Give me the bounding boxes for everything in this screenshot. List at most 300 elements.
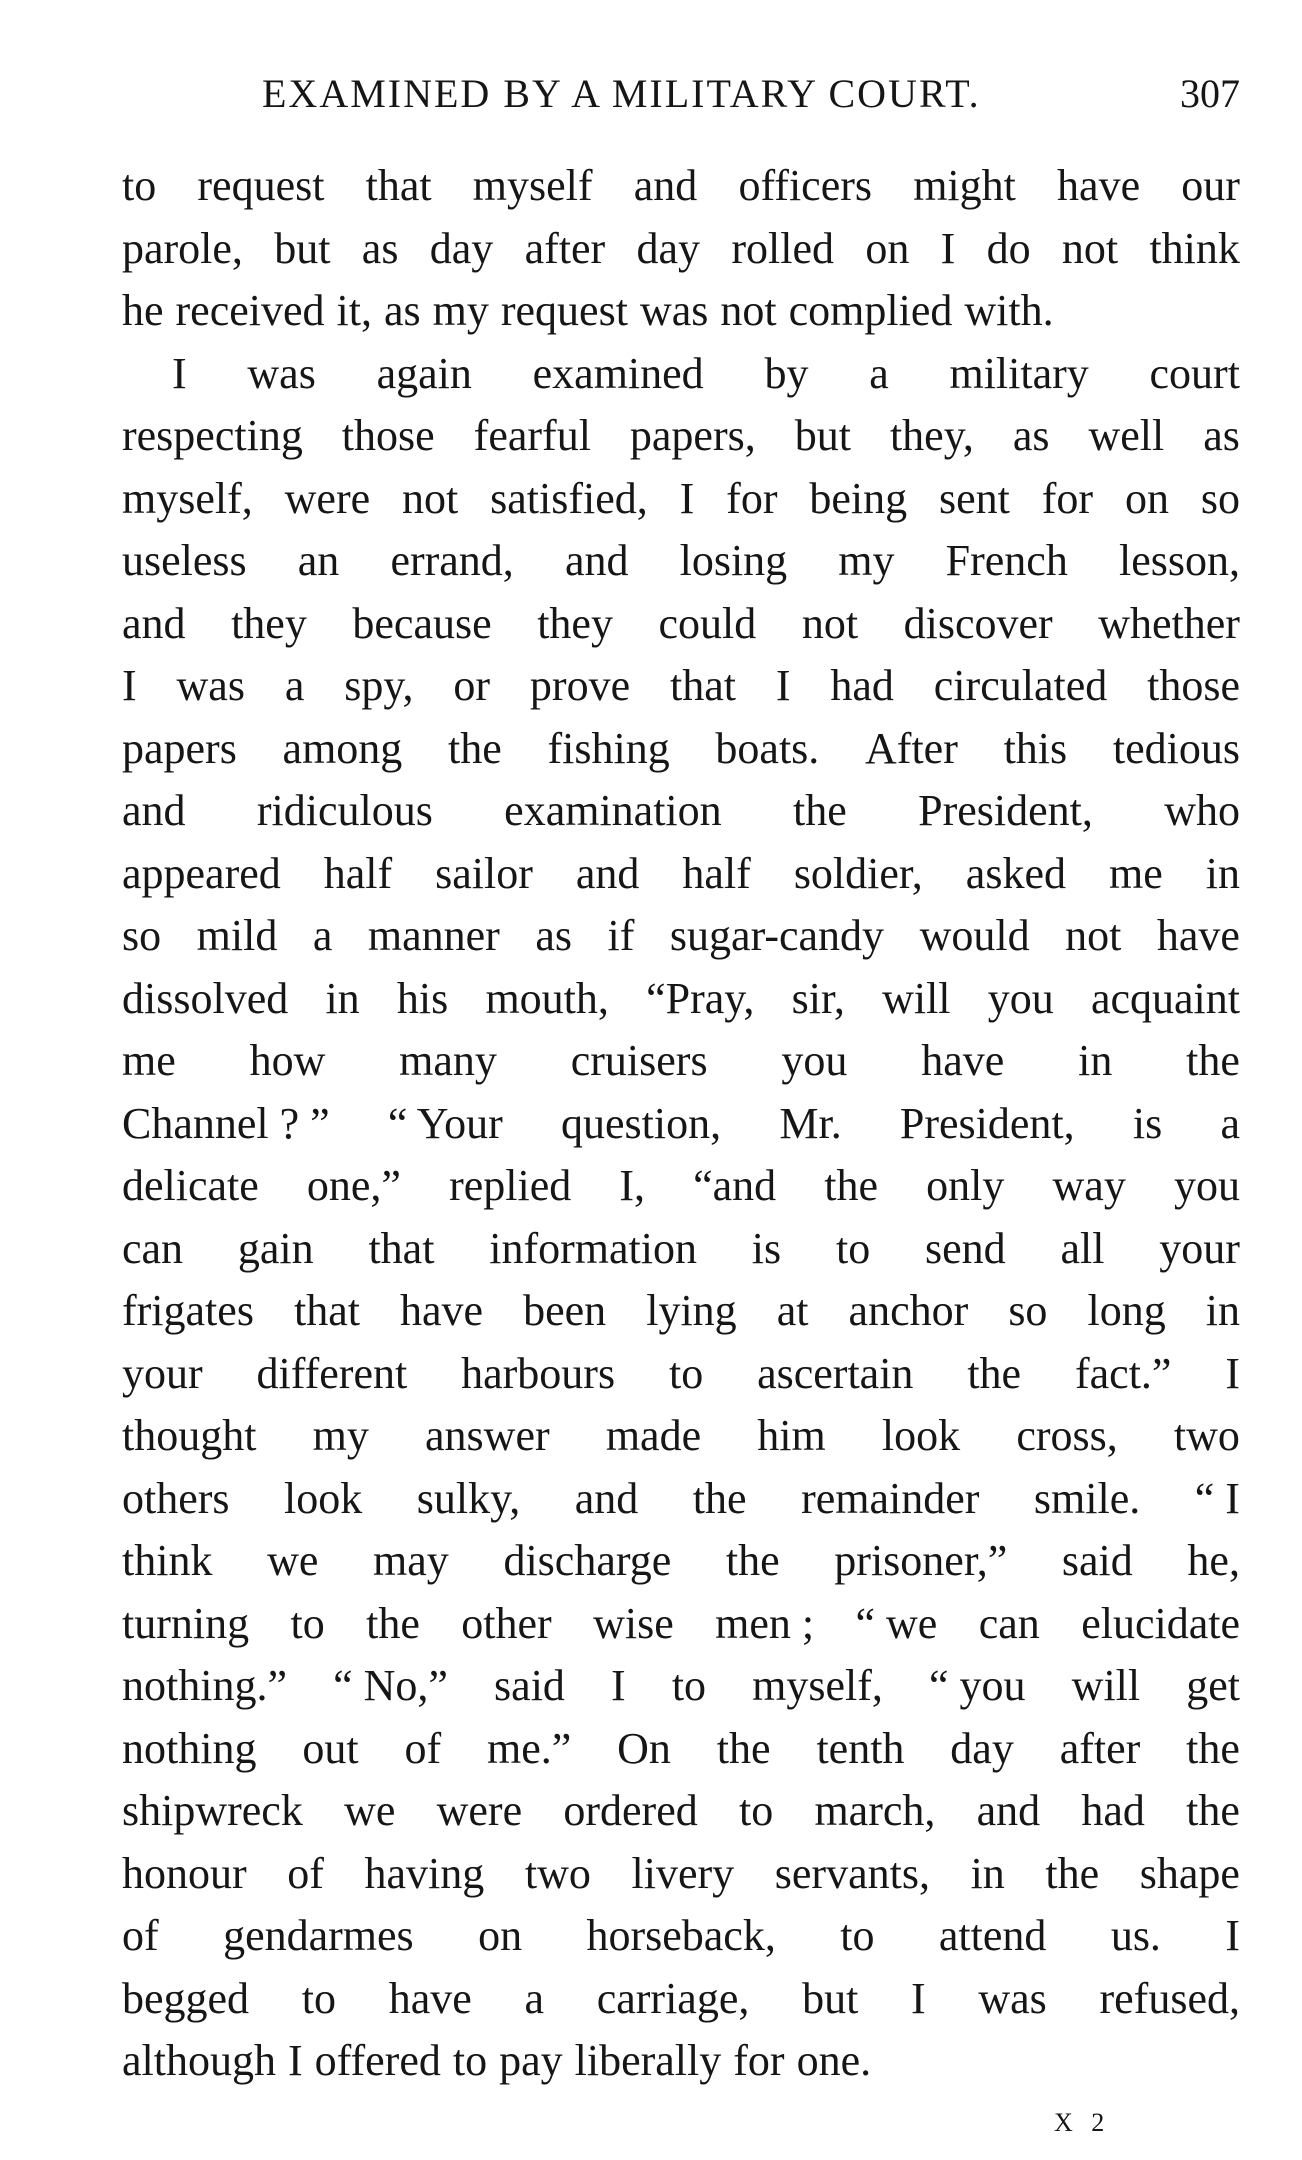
word: we [344, 1786, 396, 1835]
text-line [122, 1905, 1240, 1968]
word: answer [425, 1411, 550, 1460]
text-line [122, 218, 1240, 281]
word: mouth, [485, 973, 609, 1023]
word: ordered [563, 1786, 698, 1835]
word: that [293, 1286, 360, 1335]
text-line [122, 343, 1240, 406]
word: prove [529, 661, 631, 710]
word: us. [1110, 1911, 1161, 1960]
word: that [368, 1223, 435, 1273]
text-line [122, 1405, 1240, 1468]
word: one. [796, 2036, 872, 2085]
word: manner [367, 911, 500, 960]
word: Channel ? ” [122, 1098, 330, 1148]
word: look [881, 1411, 961, 1460]
word: may [373, 1536, 449, 1585]
word: on [865, 223, 910, 273]
word: many [399, 1036, 497, 1085]
word: were [436, 1786, 523, 1835]
word: he [122, 286, 164, 335]
word: was [639, 286, 709, 335]
text-line [122, 2030, 1240, 2093]
text-line [122, 843, 1240, 906]
text-line [122, 1780, 1240, 1843]
word: one,” [306, 1161, 401, 1210]
word: and [122, 786, 186, 835]
word: tedious [1112, 723, 1240, 773]
word: for [1041, 473, 1094, 523]
word: refused, [1099, 1973, 1240, 2023]
word: I [611, 1661, 626, 1710]
word: soldier, [793, 848, 923, 898]
word: get [1186, 1661, 1240, 1710]
word: complied [788, 286, 953, 335]
word: the [1186, 1786, 1240, 1835]
word: shape [1139, 1848, 1240, 1898]
word: in [1205, 1286, 1240, 1335]
word: was [176, 661, 245, 710]
word: errand, [390, 536, 514, 585]
word: those [341, 411, 435, 460]
word: shipwreck [122, 1786, 303, 1835]
word: although [122, 2036, 276, 2085]
word: me [1108, 848, 1163, 898]
word: question, [561, 1098, 722, 1148]
word: the [1045, 1848, 1100, 1898]
word: I [911, 1973, 926, 2023]
text-line [122, 1530, 1240, 1593]
word: I [1225, 1348, 1240, 1398]
word: can [122, 1223, 184, 1273]
word: court [1149, 348, 1240, 398]
word: to [452, 2036, 488, 2085]
word: “ you [929, 1661, 1026, 1710]
word: him [757, 1411, 826, 1460]
word: remainder [801, 1473, 980, 1523]
word: gain [237, 1223, 314, 1273]
word: others [122, 1473, 230, 1523]
word: nothing.” [122, 1661, 287, 1710]
word: not [720, 286, 777, 335]
word: livery [631, 1848, 735, 1898]
word: I [172, 348, 187, 398]
word: a [312, 911, 333, 960]
word: sent [939, 473, 1010, 523]
word: I [679, 473, 695, 523]
word: President, [918, 786, 1093, 835]
word: of [404, 1723, 442, 1773]
word: “ I [1194, 1473, 1240, 1523]
word: liberally [574, 2036, 722, 2085]
word: nothing [122, 1723, 257, 1773]
word: look [284, 1473, 363, 1523]
word: and [633, 161, 698, 210]
word: cruisers [570, 1036, 708, 1085]
word: but [794, 411, 851, 460]
word: an [297, 536, 340, 585]
body-text [122, 155, 1240, 2093]
word: this [1003, 723, 1068, 773]
word: two [1173, 1411, 1240, 1460]
word: boats. [715, 723, 820, 773]
word: parole, [122, 223, 243, 273]
word: begged [122, 1973, 250, 2023]
word: think [1149, 223, 1240, 273]
text-line [122, 1718, 1240, 1781]
word: made [605, 1411, 702, 1460]
word: fearful [473, 411, 591, 460]
running-title: EXAMINED BY A MILITARY COURT. [262, 71, 981, 116]
word: the [366, 1598, 420, 1648]
word: it, [336, 286, 372, 335]
word: his [396, 973, 449, 1023]
word: on [478, 1911, 523, 1960]
word: asked [965, 848, 1066, 898]
text-line [122, 468, 1240, 531]
text-line [122, 530, 1240, 593]
word: lesson, [1118, 536, 1240, 585]
word: and [574, 1473, 639, 1523]
text-line [122, 1593, 1240, 1656]
word: to [668, 1348, 704, 1398]
word: two [524, 1848, 591, 1898]
word: frigates [122, 1286, 254, 1335]
word: elucidate [1081, 1598, 1240, 1648]
word: as [535, 911, 572, 960]
word: lying [646, 1286, 737, 1335]
word: because [352, 598, 492, 648]
word: who [1164, 786, 1240, 835]
word: after [524, 223, 606, 273]
text-line [122, 968, 1240, 1031]
text-line [122, 155, 1240, 218]
word: but [274, 223, 331, 273]
word: have [1156, 911, 1240, 960]
word: fishing [547, 723, 670, 773]
word: On [617, 1723, 671, 1773]
word: you [1173, 1161, 1240, 1210]
word: you [987, 973, 1054, 1023]
word: can [978, 1598, 1040, 1648]
word: my [432, 286, 489, 335]
word: anchor [848, 1286, 969, 1335]
word: not [1065, 911, 1122, 960]
word: of [122, 1911, 159, 1960]
word: request [500, 286, 628, 335]
text-line [122, 1468, 1240, 1531]
word: cross, [1016, 1411, 1118, 1460]
word: in [325, 973, 360, 1023]
word: with. [964, 286, 1054, 335]
word: ascertain [757, 1348, 914, 1398]
word: French [945, 536, 1068, 585]
word: said [1061, 1536, 1133, 1585]
word: After [865, 723, 958, 773]
word: again [376, 348, 472, 398]
running-head [122, 64, 1240, 120]
word: the [824, 1161, 879, 1210]
word: all [1060, 1223, 1105, 1273]
word: honour [122, 1848, 247, 1898]
text-line [122, 1093, 1240, 1156]
word: to [290, 1598, 325, 1648]
word: whether [1098, 598, 1240, 648]
word: discover [903, 598, 1053, 648]
word: discharge [503, 1536, 672, 1585]
word: me [122, 1036, 176, 1085]
word: turning [122, 1598, 250, 1648]
word: would [919, 911, 1030, 960]
text-line [122, 1218, 1240, 1281]
word: and [564, 536, 629, 585]
word: sailor [435, 848, 533, 898]
word: out [302, 1723, 359, 1773]
word: that [365, 161, 432, 210]
text-line [122, 593, 1240, 656]
word: by [764, 348, 809, 398]
word: they [231, 598, 307, 648]
word: “ Your [387, 1098, 503, 1148]
word: not [402, 473, 459, 523]
word: they [537, 598, 613, 648]
word: satisfied, [490, 473, 648, 523]
word: sir, [791, 973, 845, 1023]
text-line [122, 1030, 1240, 1093]
word: men ; [715, 1598, 815, 1648]
word: information [489, 1223, 697, 1273]
word: thought [122, 1411, 257, 1460]
word: was [247, 348, 316, 398]
word: we [267, 1536, 319, 1585]
word: were [284, 473, 371, 523]
word: not [801, 598, 859, 648]
text-line [122, 1843, 1240, 1906]
text-line [122, 718, 1240, 781]
word: gendarmes [223, 1911, 414, 1960]
word: as [361, 223, 399, 273]
word: or [453, 661, 491, 710]
word: I [1225, 1911, 1240, 1960]
word: Mr. [779, 1098, 842, 1148]
word: if [607, 911, 635, 960]
word: prisoner,” [834, 1536, 1008, 1585]
word: you [781, 1036, 848, 1085]
word: having [364, 1848, 485, 1898]
word: a [524, 1973, 544, 2023]
word: pay [499, 2036, 563, 2085]
word: a [284, 661, 305, 710]
word: a [869, 348, 889, 398]
word: military [949, 348, 1089, 398]
word: to [671, 1661, 707, 1710]
word: myself, [752, 1661, 883, 1710]
word: have [400, 1286, 484, 1335]
word: “ we [855, 1598, 938, 1648]
word: attend [938, 1911, 1047, 1960]
word: as [1012, 411, 1050, 460]
word: will [882, 973, 951, 1023]
word: half [682, 848, 751, 898]
word: harbours [461, 1348, 616, 1398]
signature-mark: X 2 [1054, 2108, 1111, 2137]
word: acquaint [1090, 973, 1240, 1023]
word: in [1078, 1036, 1113, 1085]
word: carriage, [596, 1973, 750, 2023]
word: President, [899, 1098, 1075, 1148]
word: your [1159, 1223, 1240, 1273]
word: had [830, 661, 894, 710]
word: horseback, [586, 1911, 776, 1960]
word: have [1057, 161, 1141, 210]
word: among [282, 723, 403, 773]
word: respecting [122, 411, 303, 460]
word: not [1061, 223, 1119, 273]
page-number: 307 [1180, 71, 1240, 116]
word: servants, [774, 1848, 930, 1898]
word: myself, [122, 473, 253, 523]
word: day [950, 1723, 1014, 1773]
word: myself [472, 161, 593, 210]
word: for [726, 473, 778, 523]
word: do [986, 223, 1031, 273]
word: fact.” [1074, 1348, 1172, 1398]
word: spy, [344, 661, 414, 710]
word: replied [449, 1161, 572, 1210]
word: march, [814, 1786, 936, 1835]
word: “ No,” [333, 1661, 448, 1710]
word: dissolved [122, 973, 289, 1023]
text-line [122, 1155, 1240, 1218]
word: to [840, 1911, 875, 1960]
word: the [793, 786, 847, 835]
word: is [1132, 1098, 1163, 1148]
word: to [738, 1786, 774, 1835]
word: think [122, 1536, 213, 1585]
word: the [967, 1348, 1022, 1398]
text-line [122, 655, 1240, 718]
word: request [197, 161, 325, 210]
word: to [301, 1973, 336, 2023]
word: papers, [629, 411, 756, 460]
word: how [249, 1036, 326, 1085]
word: your [122, 1348, 203, 1398]
word: as [383, 286, 421, 335]
word: other [461, 1598, 552, 1648]
word: as [1203, 411, 1240, 460]
word: after [1059, 1723, 1141, 1773]
word: examined [532, 348, 704, 398]
word: and [575, 848, 640, 898]
word: mild [196, 911, 278, 960]
word: those [1147, 661, 1240, 710]
word: will [1071, 1661, 1141, 1710]
word: of [287, 1848, 324, 1898]
word: so [1200, 473, 1240, 523]
word: wise [593, 1598, 674, 1648]
word: way [1052, 1161, 1126, 1210]
text-line [122, 1343, 1240, 1406]
word: said [494, 1661, 565, 1710]
word: was [978, 1973, 1047, 2023]
text-line [122, 780, 1240, 843]
text-line [122, 280, 1240, 343]
word: smile. [1033, 1473, 1141, 1523]
word: I, [619, 1161, 646, 1210]
text-line [122, 1655, 1240, 1718]
word: had [1081, 1786, 1145, 1835]
word: have [388, 1973, 472, 2023]
word: to [122, 161, 157, 210]
word: sugar-candy [669, 911, 885, 960]
word: I [287, 2036, 303, 2085]
text-line [122, 905, 1240, 968]
text-line [122, 405, 1240, 468]
word: he, [1187, 1536, 1240, 1585]
word: the [725, 1536, 780, 1585]
word: might [913, 161, 1016, 210]
word: the [692, 1473, 747, 1523]
word: the [1186, 1723, 1240, 1773]
word: send [925, 1223, 1006, 1273]
word: offered [314, 2036, 441, 2085]
word: useless [122, 536, 247, 585]
word: appeared [122, 848, 281, 898]
word: papers [122, 723, 237, 773]
word: officers [738, 161, 873, 210]
text-line [122, 1280, 1240, 1343]
word: have [921, 1036, 1005, 1085]
word: the [1186, 1036, 1240, 1085]
word: sulky, [416, 1473, 521, 1523]
word: for [733, 2036, 785, 2085]
word: could [658, 598, 757, 648]
word: they, [889, 411, 974, 460]
word: different [256, 1348, 408, 1398]
word: on [1124, 473, 1169, 523]
word: examination [504, 786, 722, 835]
word: circulated [933, 661, 1108, 710]
word: tenth [816, 1723, 905, 1773]
word: losing [679, 536, 788, 585]
word: at [776, 1286, 809, 1335]
word: day [636, 223, 701, 273]
word: but [802, 1973, 859, 2023]
word: half [323, 848, 393, 898]
word: been [523, 1286, 607, 1335]
word: the [448, 723, 502, 773]
word: our [1181, 161, 1240, 210]
word: I [775, 661, 791, 710]
word: “Pray, [646, 973, 755, 1023]
word: in [970, 1848, 1005, 1898]
word: well [1088, 411, 1165, 460]
word: my [838, 536, 895, 585]
word: me.” [486, 1723, 572, 1773]
text-line [122, 1968, 1240, 2031]
word: in [1205, 848, 1240, 898]
word: I [940, 223, 956, 273]
word: rolled [731, 223, 834, 273]
word: long [1087, 1286, 1166, 1335]
word: ridiculous [256, 786, 433, 835]
word: so [1008, 1286, 1048, 1335]
word: my [312, 1411, 369, 1460]
word: received [175, 286, 325, 335]
word: so [122, 911, 162, 960]
word: the [716, 1723, 771, 1773]
word: and [122, 598, 186, 648]
word: to [835, 1223, 871, 1273]
